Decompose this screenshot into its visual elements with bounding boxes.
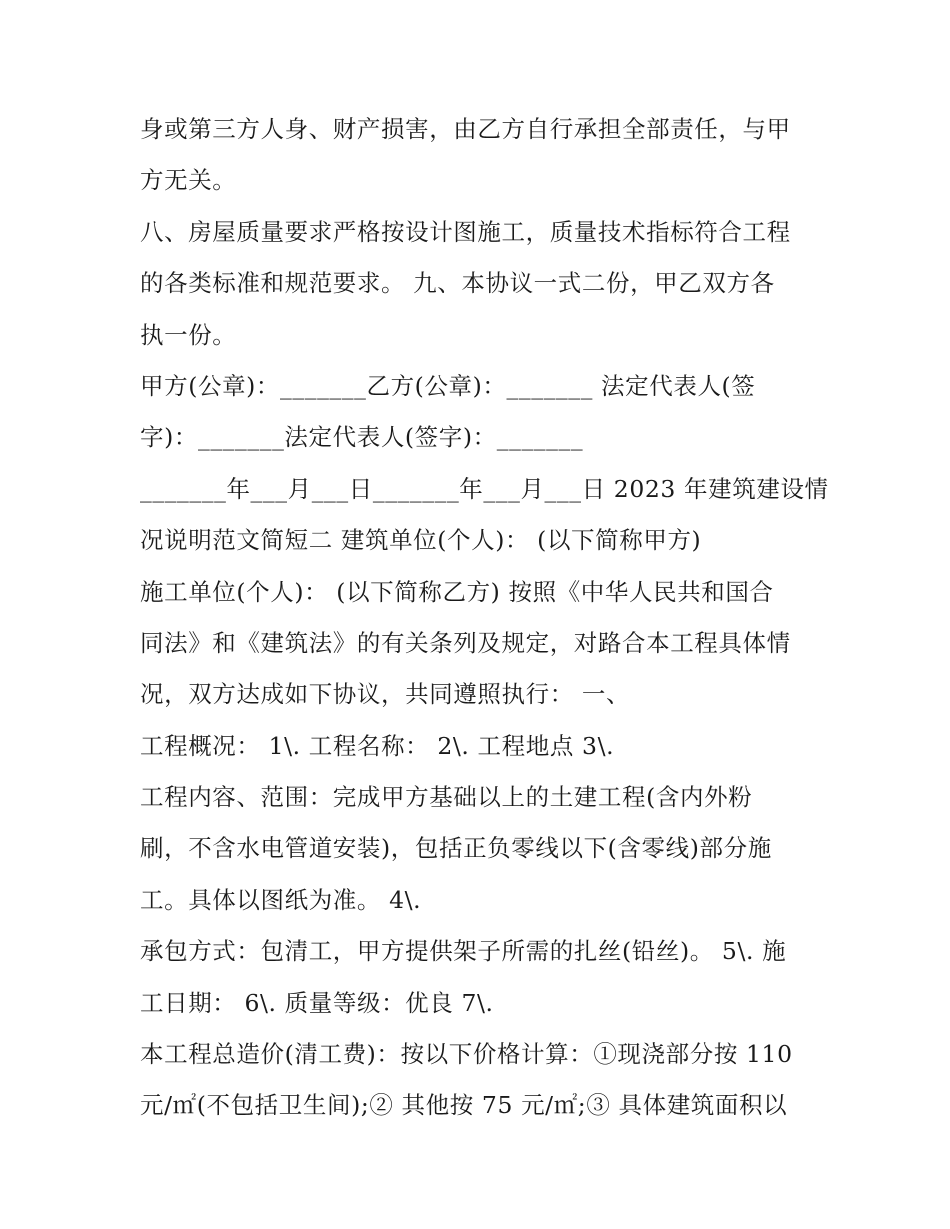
text-line: 身或第三方人身、财产损害，由乙方自行承担全部责任，与甲 bbox=[140, 115, 791, 143]
text-line: 刷，不含水电管道安装)，包括正负零线以下(含零线)部分施 bbox=[140, 834, 772, 863]
date-line: _______年___月___日_______年___月___日 2023 年建筑建设情 bbox=[140, 474, 829, 503]
text-line: 工程概况： 1\. 工程名称： 2\. 工程地点 3\. bbox=[140, 731, 615, 760]
text-line: 工程内容、范围：完成甲方基础以上的土建工程(含内外粉 bbox=[140, 783, 753, 812]
text-line: 的各类标准和规范要求。 九、本协议一式二份，甲乙双方各 bbox=[140, 269, 775, 298]
text-line: 况，双方达成如下协议，共同遵照执行： 一、 bbox=[140, 680, 631, 709]
text-line: 况说明范文简短二 建筑单位(个人)： (以下简称甲方) bbox=[140, 526, 702, 555]
text-line: 工日期： 6\. 质量等级：优良 7\. bbox=[140, 988, 494, 1017]
text-line: 元/㎡(不包括卫生间);② 其他按 75 元/㎡;③ 具体建筑面积以 bbox=[140, 1091, 788, 1120]
signature-line: 甲方(公章)：_______乙方(公章)：_______ 法定代表人(签 bbox=[140, 371, 756, 400]
text-line: 工。具体以图纸为准。 4\. bbox=[140, 885, 422, 914]
text-line: 施工单位(个人)： (以下简称乙方) 按照《中华人民共和国合 bbox=[140, 577, 774, 606]
text-line: 同法》和《建筑法》的有关条列及规定，对路合本工程具体情 bbox=[140, 628, 791, 657]
text-line: 承包方式：包清工，甲方提供架子所需的扎丝(铅丝)。 5\. 施 bbox=[140, 937, 787, 966]
text-line: 八、房屋质量要求严格按设计图施工，质量技术指标符合工程 bbox=[140, 217, 791, 246]
document-body-text bbox=[140, 104, 830, 1132]
text-line: 方无关。 bbox=[140, 166, 237, 195]
text-line: 执一份。 bbox=[140, 320, 237, 349]
signature-line: 字)：_______法定代表人(签字)：_______ bbox=[140, 423, 584, 452]
text-line: 本工程总造价(清工费)：按以下价格计算：①现浇部分按 110 bbox=[140, 1040, 793, 1069]
